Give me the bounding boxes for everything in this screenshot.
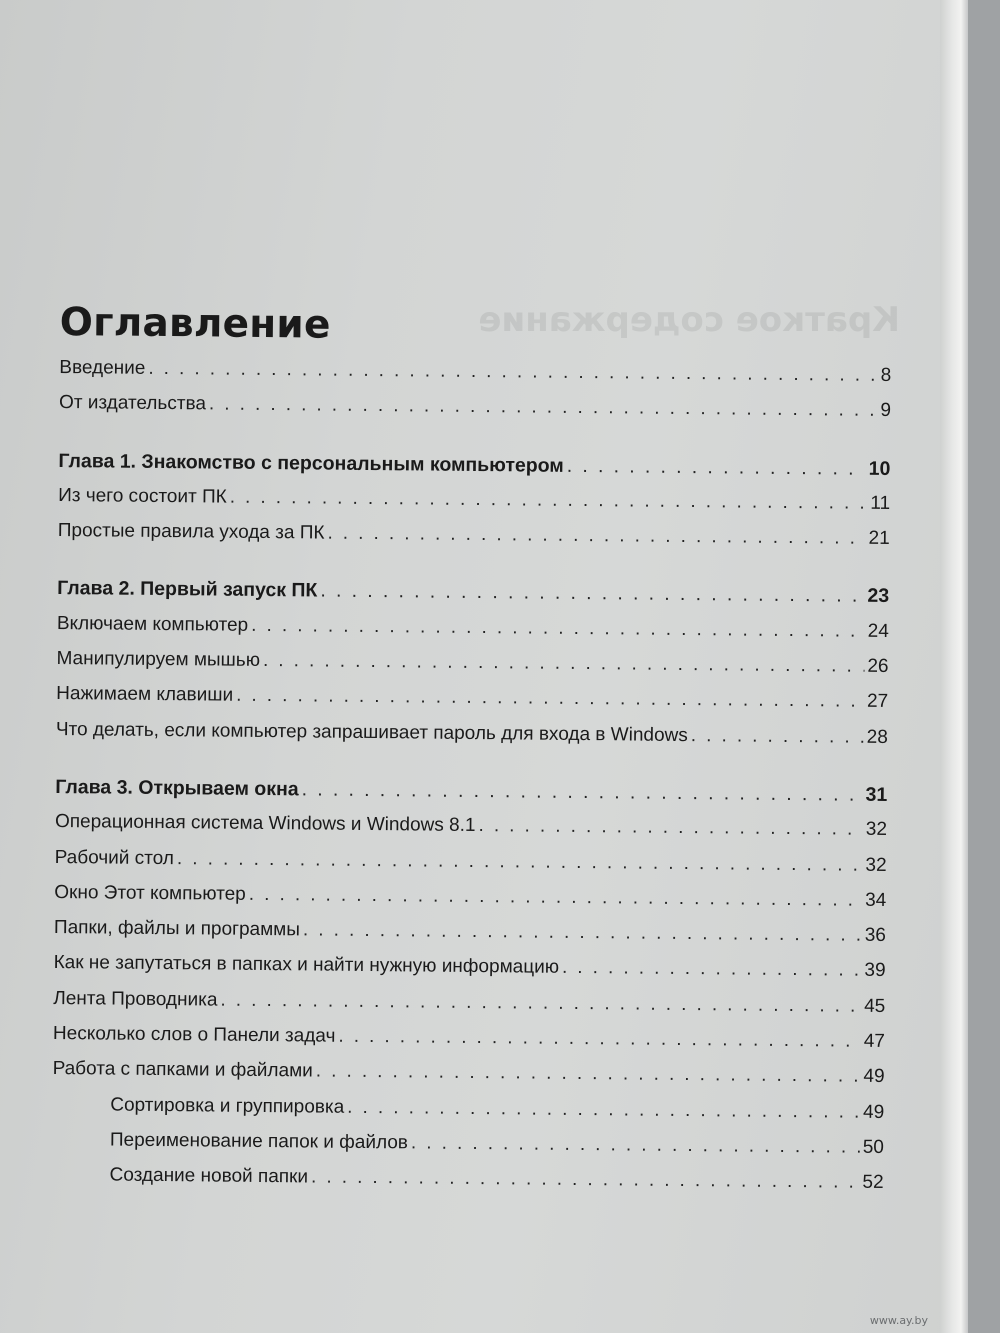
dot-leader bbox=[347, 1096, 860, 1123]
dot-leader bbox=[311, 1167, 860, 1194]
toc-entry-label: Введение bbox=[59, 356, 146, 379]
toc-entry bbox=[56, 719, 888, 762]
dot-leader bbox=[562, 957, 862, 982]
toc-page-number: 24 bbox=[867, 620, 889, 642]
toc-page-number: 45 bbox=[864, 995, 886, 1017]
dot-leader bbox=[691, 725, 864, 749]
toc-entry-label: Включаем компьютер bbox=[56, 612, 249, 636]
toc-page-number: 11 bbox=[870, 492, 891, 514]
toc-entry-label: Как не запутаться в папках и найти нужную информацию bbox=[53, 952, 560, 979]
toc-list bbox=[51, 357, 891, 1207]
toc-page-number: 39 bbox=[864, 960, 886, 982]
toc-entry-label: Операционная система Windows и Windows 8.1 bbox=[54, 811, 476, 837]
page-title: Оглавление bbox=[59, 300, 331, 348]
dot-leader bbox=[148, 358, 878, 387]
dot-leader bbox=[338, 1026, 861, 1053]
toc-entry-label: Лента Проводника bbox=[53, 987, 218, 1011]
dot-leader bbox=[249, 884, 863, 912]
toc-page-number: 31 bbox=[865, 783, 888, 806]
toc-entry-label: Манипулируем мышью bbox=[56, 648, 261, 672]
toc-page-number: 8 bbox=[880, 364, 892, 386]
toc-page-number: 28 bbox=[866, 726, 888, 748]
toc-entry-label: Несколько слов о Панели задач bbox=[52, 1023, 336, 1047]
toc-page-number: 23 bbox=[867, 585, 890, 608]
dot-leader bbox=[236, 685, 864, 713]
toc-entry-label: От издательства bbox=[58, 392, 207, 415]
toc-entry-label: Создание новой папки bbox=[109, 1164, 309, 1188]
dot-leader bbox=[320, 580, 864, 608]
toc-page-number: 10 bbox=[868, 457, 891, 480]
watermark: www.ay.by bbox=[869, 1314, 928, 1327]
toc-page-number: 27 bbox=[866, 691, 889, 713]
dot-leader bbox=[302, 778, 863, 806]
toc-entry-label: Окно Этот компьютер bbox=[54, 881, 246, 905]
dot-leader bbox=[251, 615, 865, 643]
dot-leader bbox=[478, 815, 863, 841]
toc-entry-label: Глава 2. Первый запуск ПК bbox=[57, 577, 318, 602]
dot-leader bbox=[411, 1132, 860, 1158]
toc-entry-label: Что делать, если компьютер запрашивает пароль для входа в Windows bbox=[55, 718, 688, 746]
toc-entry-label: Сортировка и группировка bbox=[110, 1094, 345, 1118]
bleed-through-title: Краткое содержание bbox=[478, 300, 900, 340]
toc-page-number: 49 bbox=[863, 1101, 885, 1123]
toc-entry-label: Глава 1. Знакомство с персональным компьютером bbox=[58, 449, 564, 477]
toc-page-number: 50 bbox=[862, 1136, 885, 1158]
toc-entry-label: Из чего состоит ПК bbox=[58, 484, 227, 508]
toc-page-number: 9 bbox=[880, 400, 892, 422]
dot-leader bbox=[303, 920, 862, 947]
toc-subentry bbox=[51, 1164, 883, 1207]
toc-entry bbox=[59, 392, 891, 435]
toc-entry-label: Глава 3. Открываем окна bbox=[55, 775, 299, 801]
toc-entry-label: Простые правила ухода за ПК bbox=[57, 520, 325, 544]
toc-entry-label: Рабочий стол bbox=[54, 846, 175, 869]
toc-entry-label: Работа с папками и файлами bbox=[52, 1058, 313, 1082]
dot-leader bbox=[567, 454, 866, 480]
toc-page-number: 34 bbox=[865, 889, 887, 911]
toc-page-number: 21 bbox=[868, 527, 890, 550]
toc-page-number: 47 bbox=[863, 1030, 886, 1052]
table-of-contents bbox=[51, 300, 892, 1207]
dot-leader bbox=[230, 487, 868, 515]
toc-entry bbox=[58, 520, 890, 563]
toc-page-number: 36 bbox=[864, 924, 887, 947]
toc-entry-label: Нажимаем клавиши bbox=[56, 683, 234, 707]
toc-entry-label: Переименование папок и файлов bbox=[109, 1129, 409, 1154]
toc-page-number: 52 bbox=[862, 1171, 884, 1194]
toc-entry-label: Папки, файлы и программы bbox=[53, 917, 301, 941]
toc-page-number: 26 bbox=[867, 655, 889, 678]
dot-leader bbox=[316, 1061, 861, 1088]
toc-page-number: 32 bbox=[865, 819, 888, 841]
toc-page-number: 49 bbox=[863, 1066, 885, 1088]
dot-leader bbox=[263, 650, 865, 678]
dot-leader bbox=[327, 523, 865, 550]
page-edge bbox=[940, 0, 968, 1333]
toc-page-number: 32 bbox=[865, 854, 887, 876]
